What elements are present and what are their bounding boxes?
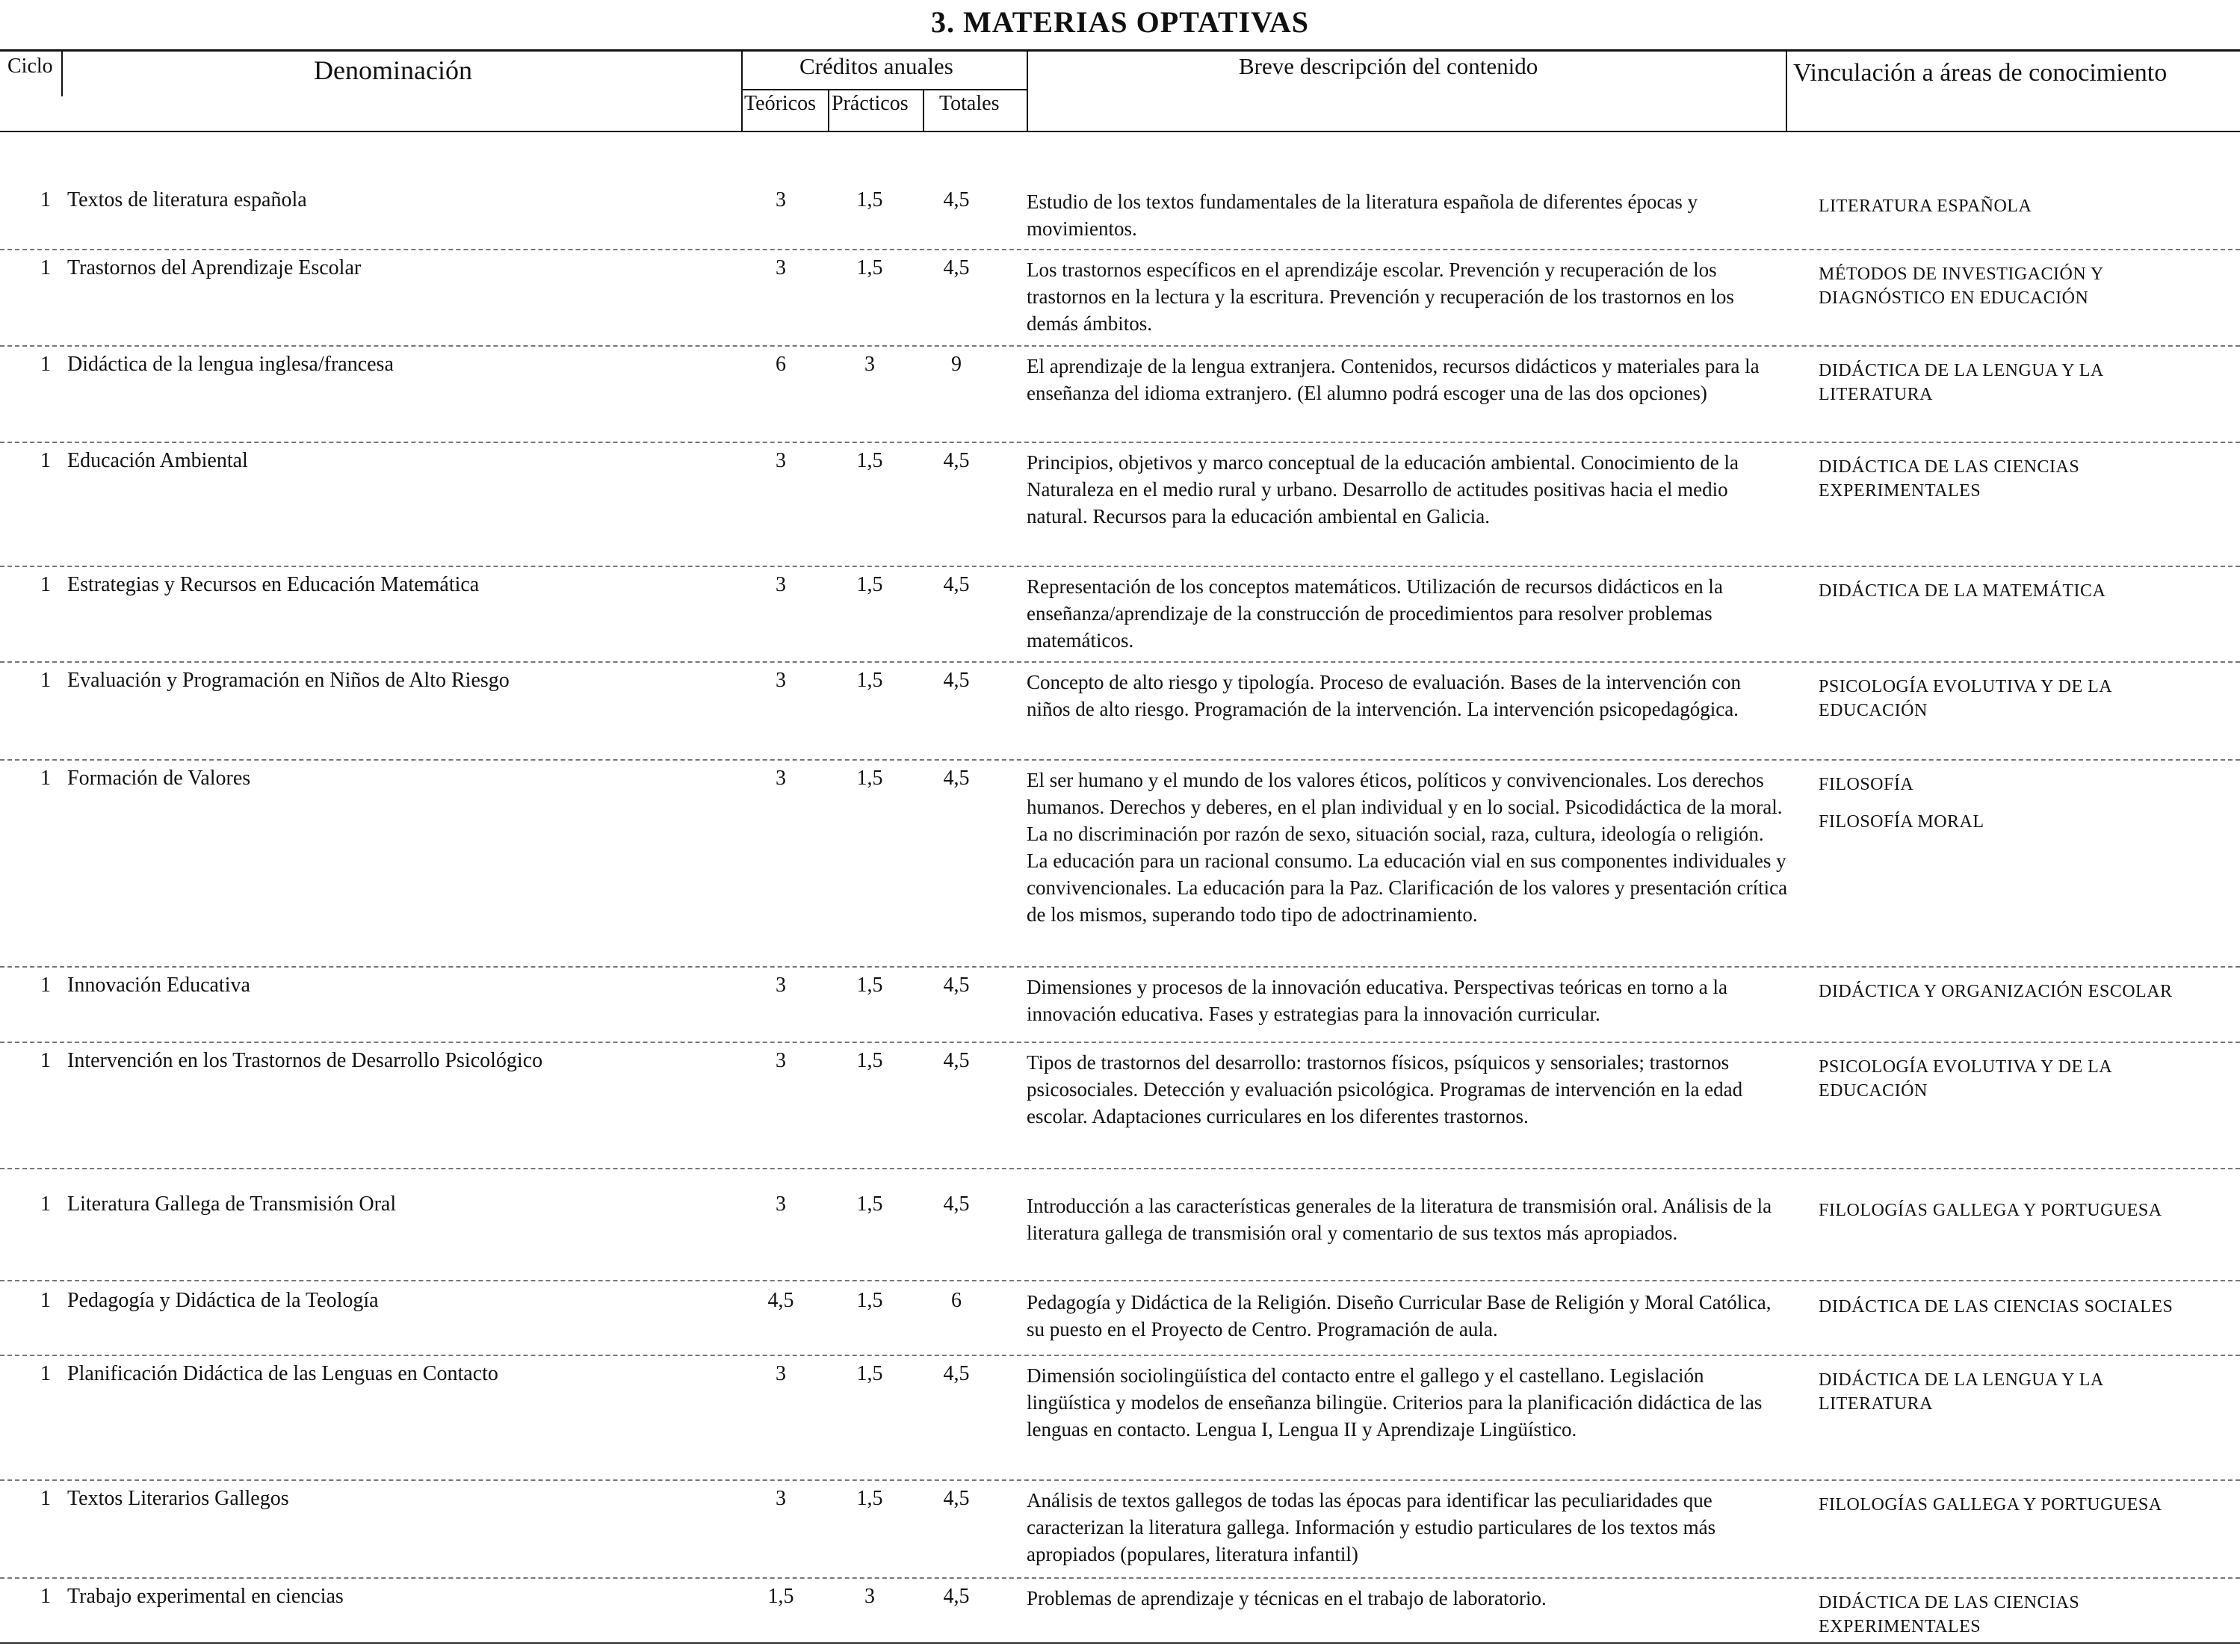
ciclo-cell: 1 bbox=[40, 353, 51, 376]
area-name: DIDÁCTICA Y ORGANIZACIÓN ESCOLAR bbox=[1819, 982, 2173, 1001]
row-separator bbox=[0, 1168, 2240, 1169]
header-teoricos: Teóricos bbox=[744, 92, 817, 115]
description-cell: El aprendizaje de la lengua extranjera. Contenidos, recursos didácticos y materiales para la enseñanza del idioma extranjero. (El alumno podrá escoger una de las dos opciones) bbox=[1027, 355, 1760, 404]
ciclo-cell: 1 bbox=[40, 573, 51, 596]
description-cell: Tipos de trastornos del desarrollo: trastornos físicos, psíquicos y sensoriales; trastornos psicosociales. Detección y evaluación psicológica. Programas de intervención en la edad escolar. Adaptaciones curriculares en los diferentes trastornos. bbox=[1027, 1051, 1743, 1127]
subject-name: Textos de literatura española bbox=[67, 188, 307, 211]
totales-cell: 4,5 bbox=[943, 188, 970, 211]
subject-name: Textos Literarios Gallegos bbox=[67, 1487, 289, 1510]
ciclo-cell: 1 bbox=[40, 188, 51, 211]
description-cell: Problemas de aprendizaje y técnicas en el trabajo de laboratorio. bbox=[1027, 1587, 1547, 1609]
area-name: LITERATURA ESPAÑOLA bbox=[1819, 197, 2032, 216]
totales-cell: 4,5 bbox=[943, 449, 970, 472]
description-cell: Dimensión sociolingüística del contacto entre el gallego y el castellano. Legislación lingüística y modelos de enseñanza bilingüe. Criterios para la planificación didáctica de las lenguas en contacto. Lengua I, Lengua II y Aprendizaje Lingüístico. bbox=[1027, 1364, 1763, 1441]
totales-cell: 4,5 bbox=[943, 1362, 970, 1385]
teoricos-cell: 3 bbox=[776, 449, 786, 472]
area-cell bbox=[1819, 675, 2207, 736]
ciclo-cell: 1 bbox=[40, 449, 51, 472]
area-name: MÉTODOS DE INVESTIGACIÓN Y DIAGNÓSTICO EN EDUCACIÓN bbox=[1819, 264, 2103, 308]
practicos-cell: 1,5 bbox=[856, 974, 883, 997]
ciclo-cell: 1 bbox=[40, 1049, 51, 1072]
row-separator bbox=[0, 345, 2240, 347]
practicos-cell: 3 bbox=[864, 353, 875, 376]
row-separator bbox=[0, 966, 2240, 968]
teoricos-cell: 3 bbox=[776, 669, 786, 692]
area-name: DIDÁCTICA DE LA LENGUA Y LA LITERATURA bbox=[1819, 361, 2103, 404]
ciclo-cell: 1 bbox=[40, 1192, 51, 1216]
teoricos-cell: 1,5 bbox=[767, 1585, 794, 1608]
description-cell: Estudio de los textos fundamentales de la literatura española de diferentes épocas y movimientos. bbox=[1027, 191, 1698, 240]
teoricos-cell: 4,5 bbox=[767, 1289, 794, 1312]
subject-name: Literatura Gallega de Transmisión Oral bbox=[67, 1192, 397, 1216]
subject-name: Trastornos del Aprendizaje Escolar bbox=[67, 256, 362, 279]
row-separator bbox=[0, 249, 2240, 250]
area-cell bbox=[1819, 1368, 2207, 1429]
header-divider bbox=[741, 89, 1027, 90]
table-bottom-rule bbox=[0, 1642, 2240, 1644]
ciclo-cell: 1 bbox=[40, 669, 51, 692]
area-name: FILOSOFÍA bbox=[1819, 775, 1914, 794]
area-cell bbox=[1819, 455, 2207, 516]
subject-name: Evaluación y Programación en Niños de Alto Riesgo bbox=[67, 669, 510, 692]
area-name: PSICOLOGÍA EVOLUTIVA Y DE LA EDUCACIÓN bbox=[1819, 677, 2111, 720]
area-name: FILOSOFÍA MORAL bbox=[1819, 812, 1984, 832]
area-name: FILOLOGÍAS GALLEGA Y PORTUGUESA bbox=[1819, 1201, 2162, 1220]
area-cell bbox=[1819, 1055, 2207, 1116]
header-divider bbox=[1027, 52, 1028, 131]
description-cell: Representación de los conceptos matemáticos. Utilización de recursos didácticos en la enseñanza/aprendizaje de la construcción de procedimientos para resolver problemas matemáticos. bbox=[1027, 575, 1723, 652]
ciclo-cell: 1 bbox=[40, 1487, 51, 1510]
totales-cell: 6 bbox=[951, 1289, 962, 1312]
area-cell bbox=[1819, 980, 2207, 1017]
ciclo-cell: 1 bbox=[40, 1289, 51, 1312]
description-cell: Los trastornos específicos en el aprendizáje escolar. Prevención y recuperación de los trastornos en la lectura y la escritura. Prevención y recuperación de los trastornos en los demás ámbitos. bbox=[1027, 259, 1734, 335]
row-separator bbox=[0, 1042, 2240, 1043]
area-cell bbox=[1819, 1198, 2207, 1236]
row-separator bbox=[0, 661, 2240, 663]
header-ciclo: Ciclo bbox=[7, 55, 53, 78]
teoricos-cell: 6 bbox=[776, 353, 786, 376]
subject-name: Intervención en los Trastornos de Desarrollo Psicológico bbox=[67, 1049, 543, 1072]
subject-name: Pedagogía y Didáctica de la Teología bbox=[67, 1289, 379, 1312]
practicos-cell: 1,5 bbox=[856, 669, 883, 692]
description-cell: Principios, objetivos y marco conceptual de la educación ambiental. Conocimiento de la Naturaleza en el medio rural y urbano. Desarrollo de actitudes positivas hacia el medio natural. Recursos para la educación ambiental en Galicia. bbox=[1027, 451, 1739, 528]
practicos-cell: 1,5 bbox=[856, 188, 883, 211]
area-name: DIDÁCTICA DE LAS CIENCIAS EXPERIMENTALES bbox=[1819, 1593, 2080, 1636]
area-name: FILOLOGÍAS GALLEGA Y PORTUGUESA bbox=[1819, 1495, 2162, 1515]
practicos-cell: 1,5 bbox=[856, 1487, 883, 1510]
totales-cell: 4,5 bbox=[943, 1487, 970, 1510]
header-vinculacion: Vinculación a áreas de conocimiento bbox=[1793, 59, 2168, 87]
practicos-cell: 1,5 bbox=[856, 1289, 883, 1312]
row-separator bbox=[0, 1280, 2240, 1281]
area-name: DIDÁCTICA DE LA MATEMÁTICA bbox=[1819, 581, 2106, 601]
header-descripcion: Breve descripción del contenido bbox=[1239, 53, 1538, 79]
page-title: 3. MATERIAS OPTATIVAS bbox=[931, 5, 1309, 39]
teoricos-cell: 3 bbox=[776, 1362, 786, 1385]
area-cell bbox=[1819, 773, 2207, 847]
subject-name: Innovación Educativa bbox=[67, 974, 250, 997]
subject-name: Formación de Valores bbox=[67, 767, 251, 790]
header-divider bbox=[741, 52, 743, 131]
ciclo-cell: 1 bbox=[40, 767, 51, 790]
teoricos-cell: 3 bbox=[776, 573, 786, 596]
ciclo-cell: 1 bbox=[40, 1585, 51, 1608]
row-separator bbox=[0, 1577, 2240, 1579]
subject-name: Planificación Didáctica de las Lenguas en Contacto bbox=[67, 1362, 498, 1385]
subject-name: Didáctica de la lengua inglesa/francesa bbox=[67, 353, 394, 376]
area-name: DIDÁCTICA DE LAS CIENCIAS EXPERIMENTALES bbox=[1819, 457, 2080, 501]
header-divider bbox=[1786, 52, 1787, 131]
row-separator bbox=[0, 1355, 2240, 1356]
subject-name: Trabajo experimental en ciencias bbox=[67, 1585, 344, 1608]
description-cell: Introducción a las características generales de la literatura de transmisión oral. Análisis de la literatura gallega de transmisión oral y comentario de sus textos más apropiados. bbox=[1027, 1195, 1772, 1244]
description-cell: Pedagogía y Didáctica de la Religión. Diseño Curricular Base de Religión y Moral Católica, su puesto en el Proyecto de Centro. Programación de aula. bbox=[1027, 1291, 1772, 1340]
subject-name: Educación Ambiental bbox=[67, 449, 248, 472]
header-practicos: Prácticos bbox=[832, 92, 909, 115]
teoricos-cell: 3 bbox=[776, 1049, 786, 1072]
totales-cell: 4,5 bbox=[943, 669, 970, 692]
ciclo-cell: 1 bbox=[40, 974, 51, 997]
subject-name: Estrategias y Recursos en Educación Matemática bbox=[67, 573, 480, 596]
ciclo-cell: 1 bbox=[40, 256, 51, 279]
description-cell: Análisis de textos gallegos de todas las épocas para identificar las peculiaridades que caracterizan la literatura gallega. Información y estudio particulares de los textos más apropiados (populares, literatura infantil) bbox=[1027, 1489, 1716, 1565]
totales-cell: 4,5 bbox=[943, 256, 970, 279]
totales-cell: 4,5 bbox=[943, 767, 970, 790]
area-cell bbox=[1819, 359, 2207, 420]
totales-cell: 4,5 bbox=[943, 1049, 970, 1072]
description-cell: Concepto de alto riesgo y tipología. Proceso de evaluación. Bases de la intervención con niños de alto riesgo. Programación de la intervención. La intervención psicopedagógica. bbox=[1027, 671, 1741, 720]
practicos-cell: 1,5 bbox=[856, 256, 883, 279]
practicos-cell: 3 bbox=[864, 1585, 875, 1608]
practicos-cell: 1,5 bbox=[856, 767, 883, 790]
row-separator bbox=[0, 1479, 2240, 1481]
row-separator bbox=[0, 442, 2240, 443]
description-cell: El ser humano y el mundo de los valores éticos, políticos y convivencionales. Los derechos humanos. Derechos y deberes, en el plan individual y en lo social. Psicodidáctica de la moral. La no discriminación por razón de sexo, situación social, raza, cultura, ideología o religión. La educación para un racional consumo. La educación vial en sus componentes individuales y convivencionales. La educación para la Paz. Clarificación de los valores y presentación crítica de los mismos, superando todo tipo de adoctrinamiento. bbox=[1027, 769, 1788, 926]
description-cell: Dimensiones y procesos de la innovación educativa. Perspectivas teóricas en torno a la innovación educativa. Fases y estrategias para la innovación curricular. bbox=[1027, 976, 1727, 1025]
area-name: DIDÁCTICA DE LA LENGUA Y LA LITERATURA bbox=[1819, 1370, 2103, 1414]
header-totales: Totales bbox=[939, 92, 1000, 115]
totales-cell: 9 bbox=[951, 353, 962, 376]
header-divider bbox=[923, 89, 924, 131]
practicos-cell: 1,5 bbox=[856, 1049, 883, 1072]
teoricos-cell: 3 bbox=[776, 974, 786, 997]
header-denominacion: Denominación bbox=[314, 55, 472, 85]
teoricos-cell: 3 bbox=[776, 1487, 786, 1510]
row-separator bbox=[0, 566, 2240, 567]
area-cell bbox=[1819, 262, 2207, 324]
teoricos-cell: 3 bbox=[776, 767, 786, 790]
area-name: DIDÁCTICA DE LAS CIENCIAS SOCIALES bbox=[1819, 1297, 2174, 1317]
ciclo-cell: 1 bbox=[40, 1362, 51, 1385]
practicos-cell: 1,5 bbox=[856, 573, 883, 596]
teoricos-cell: 3 bbox=[776, 1192, 786, 1216]
table-header bbox=[0, 49, 2240, 132]
practicos-cell: 1,5 bbox=[856, 449, 883, 472]
area-cell bbox=[1819, 1295, 2207, 1332]
header-divider bbox=[61, 52, 63, 96]
area-name: PSICOLOGÍA EVOLUTIVA Y DE LA EDUCACIÓN bbox=[1819, 1057, 2111, 1101]
totales-cell: 4,5 bbox=[943, 1585, 970, 1608]
practicos-cell: 1,5 bbox=[856, 1192, 883, 1216]
teoricos-cell: 3 bbox=[776, 188, 786, 211]
header-divider bbox=[828, 89, 829, 131]
area-cell bbox=[1819, 194, 2207, 232]
totales-cell: 4,5 bbox=[943, 1192, 970, 1216]
teoricos-cell: 3 bbox=[776, 256, 786, 279]
totales-cell: 4,5 bbox=[943, 974, 970, 997]
area-cell bbox=[1819, 1493, 2207, 1530]
area-cell bbox=[1819, 579, 2207, 616]
totales-cell: 4,5 bbox=[943, 573, 970, 596]
header-creditos: Créditos anuales bbox=[799, 53, 953, 79]
practicos-cell: 1,5 bbox=[856, 1362, 883, 1385]
row-separator bbox=[0, 759, 2240, 761]
